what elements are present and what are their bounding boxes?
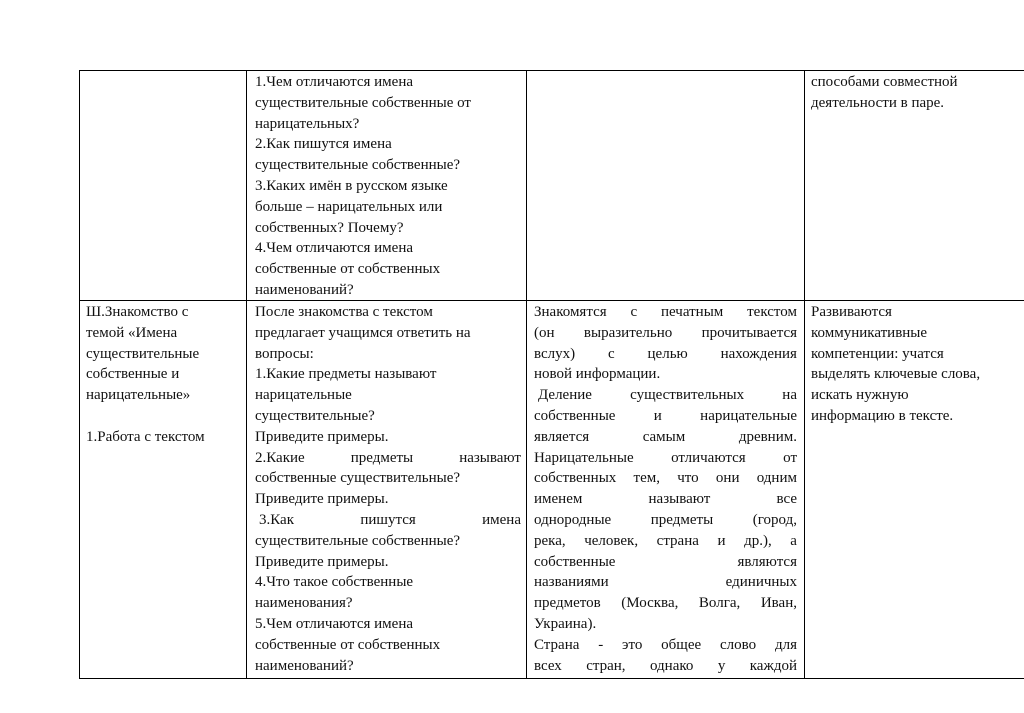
word: одним: [756, 470, 797, 487]
word: это: [622, 636, 643, 653]
row1-questions-cell: [255, 72, 523, 300]
text-line: искать нужную: [811, 387, 909, 404]
word: текстом: [747, 304, 797, 320]
text-line: [534, 385, 797, 406]
word: др.),: [744, 532, 772, 549]
text-line: существительные собственные?: [255, 532, 461, 549]
text-line: Приведите примеры.: [255, 553, 389, 570]
text-line: [534, 552, 797, 573]
word: Нарицательные: [534, 449, 634, 466]
row2-competences-cell: [811, 302, 1024, 442]
word: тем,: [633, 470, 661, 487]
text-line: [534, 656, 797, 677]
word: а: [790, 532, 797, 549]
word: выразительно: [583, 324, 673, 341]
text-line: выделять ключевые слова,: [811, 366, 981, 383]
text-line: наименований?: [255, 281, 354, 298]
word: страна: [656, 532, 699, 549]
word: стран,: [586, 657, 626, 674]
word: древним.: [738, 428, 797, 445]
text-line: больше – нарицательных или: [255, 198, 443, 215]
word: 2.Какие: [255, 449, 305, 466]
word: и: [653, 407, 662, 424]
text-line: 1.Работа с текстом: [86, 428, 205, 445]
word: названиями: [534, 574, 609, 591]
text-line: собственные от собственных: [255, 261, 441, 278]
word: пишутся: [360, 511, 416, 528]
text-line: собственных? Почему?: [255, 219, 404, 236]
word: слово: [720, 636, 757, 653]
text-line: 4.Что такое собственные: [255, 574, 414, 591]
row-divider: [79, 300, 1024, 301]
column-divider-1: [246, 70, 247, 679]
column-divider-2: [526, 70, 527, 679]
text-line: новой информации.: [534, 366, 661, 383]
text-line: [534, 323, 797, 344]
word: что: [677, 470, 699, 487]
word: река,: [534, 532, 566, 549]
row2-students-cell: [534, 302, 797, 678]
text-line: [534, 448, 797, 469]
word: -: [598, 636, 604, 653]
text-line: Приведите примеры.: [255, 491, 389, 508]
text-line: существительные?: [255, 407, 375, 424]
word: для: [774, 636, 797, 653]
text-line: [534, 489, 797, 510]
word: они: [715, 470, 740, 487]
text-line: деятельности в паре.: [811, 94, 945, 111]
word: от: [783, 449, 797, 466]
word: всех: [534, 657, 562, 674]
word: называют: [459, 449, 521, 466]
text-line: [534, 531, 797, 552]
row2-teacher-cell: [255, 302, 521, 678]
word: имена: [482, 511, 521, 528]
text-line: способами совместной: [811, 74, 958, 90]
text-line: существительные собственные?: [255, 157, 461, 174]
table-left-border: [79, 70, 80, 679]
text-line: собственные от собственных: [255, 636, 441, 653]
word: существительных: [630, 387, 745, 404]
word: Страна: [534, 636, 580, 653]
text-line: [534, 510, 797, 531]
word: Знакомятся: [534, 304, 607, 320]
word: однако: [649, 657, 694, 674]
word: предметов: [534, 595, 601, 612]
word: предметы: [350, 449, 414, 466]
word: нахождения: [720, 345, 797, 362]
text-line: [534, 302, 797, 323]
word: собственные: [534, 553, 616, 570]
word: с: [630, 304, 638, 320]
word: каждой: [749, 657, 797, 674]
word: являются: [737, 553, 797, 570]
word: все: [776, 491, 797, 508]
word: отличаются: [671, 449, 746, 466]
text-line: 3.Каких имён в русском языке: [255, 177, 448, 194]
word: является: [534, 428, 590, 445]
word: собственных: [534, 470, 617, 487]
word: Волга,: [698, 595, 741, 612]
word: (город,: [752, 511, 797, 528]
text-line: [534, 468, 797, 489]
text-line: [534, 344, 797, 365]
text-line: [255, 510, 521, 531]
word: Иван,: [760, 595, 797, 612]
text-line: [534, 427, 797, 448]
word: (Москва,: [621, 595, 679, 612]
word: прочитывается: [701, 324, 797, 341]
text-line: 1.Чем отличаются имена: [255, 74, 414, 90]
text-line: нарицательные»: [86, 387, 191, 404]
word: однородные: [534, 511, 612, 528]
column-divider-3: [804, 70, 805, 679]
text-line: собственные существительные?: [255, 470, 461, 487]
word: предметы: [650, 511, 714, 528]
text-line: 2.Как пишутся имена: [255, 136, 392, 153]
text-line: наименования?: [255, 595, 353, 612]
table-top-border: [79, 70, 1024, 71]
word: называют: [648, 491, 711, 508]
text-line: После знакомства с текстом: [255, 304, 433, 320]
word: Деление: [538, 387, 592, 404]
text-line: [86, 406, 244, 427]
text-line: наименований?: [255, 657, 354, 674]
text-line: [534, 406, 797, 427]
word: именем: [534, 491, 583, 508]
word: с: [608, 345, 615, 362]
word: на: [782, 387, 797, 404]
text-line: предлагает учащимся ответить на: [255, 324, 471, 341]
text-line: темой «Имена: [86, 324, 178, 341]
word: собственные: [534, 407, 616, 424]
word: человек,: [584, 532, 639, 549]
text-line: нарицательных?: [255, 115, 360, 132]
text-line: коммуникативные: [811, 324, 928, 341]
text-line: информацию в тексте.: [811, 407, 954, 424]
text-line: существительные собственные от: [255, 94, 471, 111]
text-line: собственные и: [86, 366, 180, 383]
row1-competences-cell: [811, 72, 1024, 132]
word: единичных: [725, 574, 797, 591]
text-line: 5.Чем отличаются имена: [255, 615, 414, 632]
word: вслух): [534, 345, 576, 362]
word: 3.Как: [259, 511, 295, 528]
text-line: Украина).: [534, 615, 597, 632]
row2-stage-cell: [86, 302, 244, 472]
text-line: 1.Какие предметы называют: [255, 366, 437, 383]
text-line: [534, 593, 797, 614]
text-line: существительные: [86, 345, 200, 362]
text-line: [255, 448, 521, 469]
table-bottom-border: [79, 678, 1024, 679]
word: целью: [647, 345, 688, 362]
text-line: нарицательные: [255, 387, 352, 404]
word: и: [717, 532, 726, 549]
word: печатным: [661, 304, 724, 320]
text-line: вопросы:: [255, 345, 314, 362]
word: (он: [534, 324, 555, 341]
text-line: 4.Чем отличаются имена: [255, 240, 414, 257]
text-line: Ш.Знакомство с: [86, 304, 189, 320]
text-line: Развиваются: [811, 304, 892, 320]
text-line: компетенции: учатся: [811, 345, 944, 362]
text-line: Приведите примеры.: [255, 428, 389, 445]
text-line: [534, 572, 797, 593]
text-line: [534, 635, 797, 656]
word: общее: [661, 636, 702, 653]
word: у: [717, 657, 726, 674]
word: нарицательные: [700, 407, 797, 424]
word: самым: [642, 428, 686, 445]
